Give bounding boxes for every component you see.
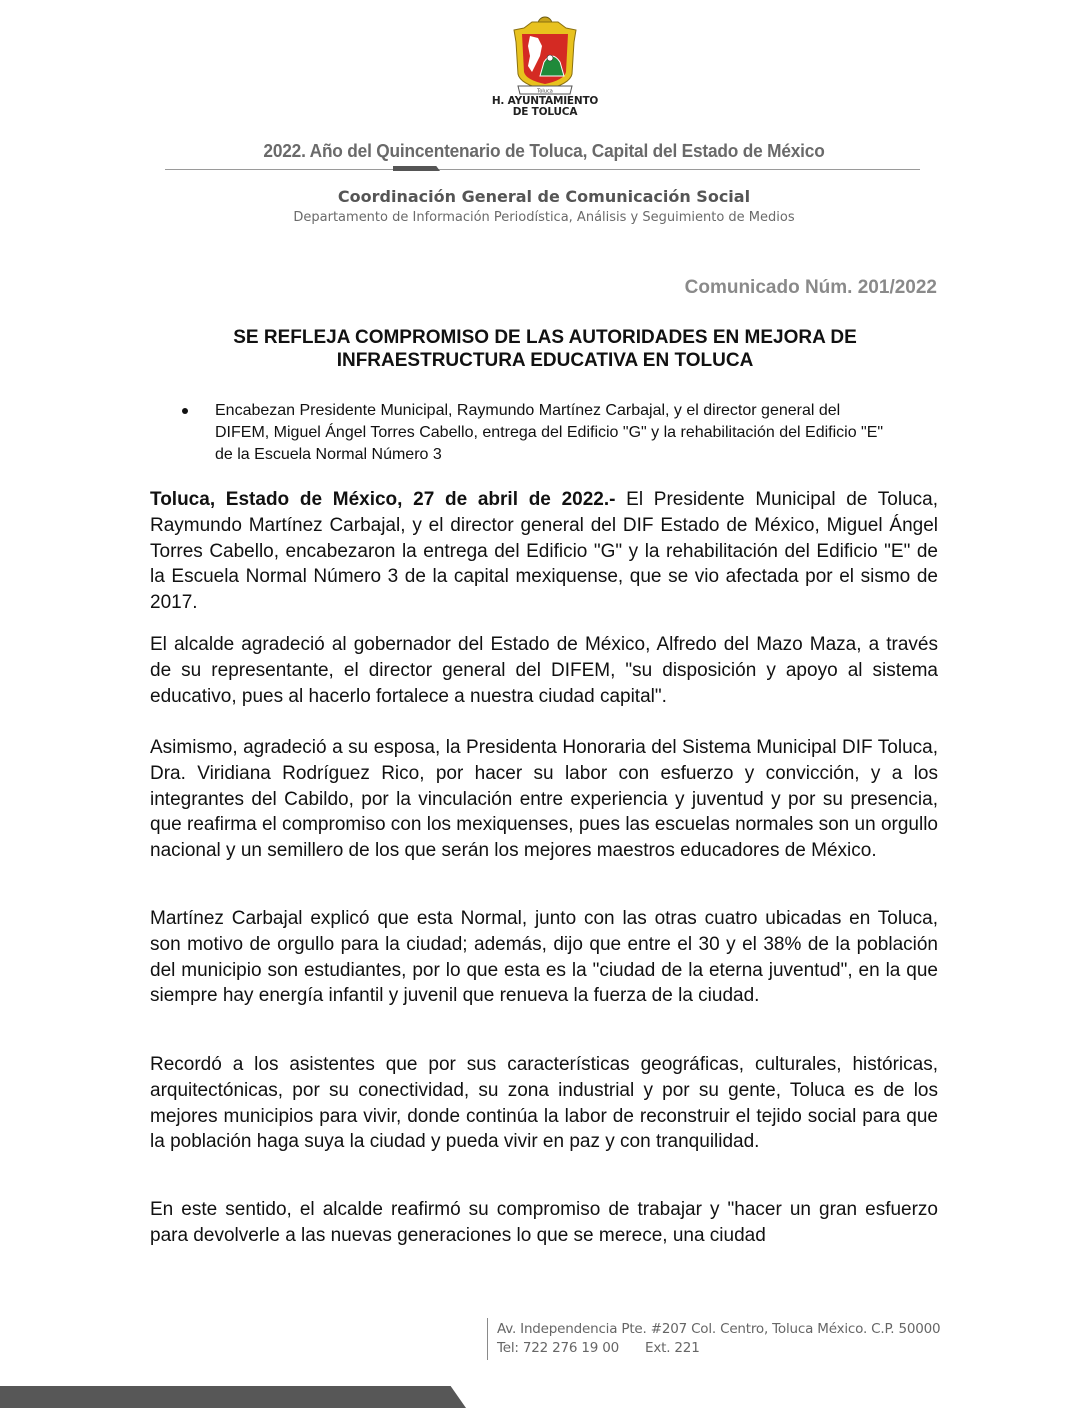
footer-address: Av. Independencia Pte. #207 Col. Centro, Toluca México. C.P. 50000: [497, 1321, 941, 1337]
bullet-icon: [182, 408, 188, 414]
lead-text: El Presidente Municipal de Toluca, Raymundo Martínez Carbajal, y el director general del DIF Estado de México, Miguel Ángel Torres Cabello, encabezaron la entrega del Edificio "G" y la rehabilitación del Edificio "E" de la Escuela Normal Número 3 de la capital mexiquense, que se vio afectada por el sismo de 2017.: [150, 489, 938, 614]
paragraph: El alcalde agradeció al gobernador del Estado de México, Alfredo del Mazo Maza, a través de su representante, el director general del DIFEM, "su disposición y apoyo al sistema educativo, pues al hacerlo fortalece a nuestra ciudad capital".: [150, 634, 938, 707]
footer-decorative-bar: [0, 1386, 466, 1408]
footer-ext: Ext. 221: [645, 1340, 700, 1356]
footer-phone-line: [497, 1339, 700, 1358]
paragraph: Recordó a los asistentes que por sus características geográficas, culturales, históricas, arquitectónicas, por su conectividad, su zona industrial y por su gente, Toluca es de los mejores municipios para vivir, donde continúa la labor de reconstruir el tejido social para que la población haga suya la ciudad y pueda vivir en paz y con tranquilidad.: [150, 1054, 938, 1153]
header-divider-accent: [393, 166, 440, 171]
coordination-title: Coordinación General de Comunicación Social: [337, 187, 751, 206]
footer-tel: Tel: 722 276 19 00: [497, 1340, 620, 1356]
department-title: Departamento de Información Periodística, Análisis y Seguimiento de Medios: [293, 210, 795, 225]
logo-banner-text: Toluca: [537, 88, 553, 95]
toluca-coat-of-arms-logo: [480, 10, 610, 120]
summary-bullets: [178, 400, 898, 466]
logo-title-line2: DE TOLUCA: [512, 106, 578, 118]
year-title: 2022. Año del Quincentenario de Toluca, Capital del Estado de México: [263, 141, 825, 161]
paragraph: En este sentido, el alcalde reafirmó su compromiso de trabajar y "hacer un gran esfuerzo para devolverle a las nuevas generaciones lo que se merece, una ciudad: [150, 1199, 938, 1246]
bullet-text: Encabezan Presidente Municipal, Raymundo Martínez Carbajal, y el director general del DIFEM, Miguel Ángel Torres Cabello, entrega del Edificio "G" y la rehabilitación del Edificio "E" de la Escuela Normal Número 3: [215, 402, 884, 463]
bullet-item: [178, 400, 898, 466]
paragraph-lead: [150, 487, 938, 616]
paragraph: Asimismo, agradeció a su esposa, la Presidenta Honoraria del Sistema Municipal DIF Toluca, Dra. Viridiana Rodríguez Rico, por hacer su labor con esfuerzo y convicción, y a los integrantes del Cabildo, por la vinculación entre experiencia y juventud y por su presencia, que reafirma el compromiso con los mexiquenses, pues las escuelas normales son un orgullo nacional y un semillero de los que serán los mejores maestros educadores de México.: [150, 737, 938, 862]
header-divider: [165, 169, 920, 170]
comunicado-number: Comunicado Núm. 201/2022: [684, 277, 937, 298]
footer-divider: [487, 1318, 488, 1360]
dateline: Toluca, Estado de México, 27 de abril de 2022.-: [150, 489, 616, 510]
logo-title-line1: H. AYUNTAMIENTO: [491, 95, 599, 107]
headline: SE REFLEJA COMPROMISO DE LAS AUTORIDADES EN MEJORA DE INFRAESTRUCTURA EDUCATIVA EN TOLUCA: [233, 327, 857, 371]
coat-of-arms-icon: [510, 16, 580, 96]
paragraph: Martínez Carbajal explicó que esta Normal, junto con las otras cuatro ubicadas en Toluca, son motivo de orgullo para la ciudad; además, dijo que entre el 30 y el 38% de la población del municipio son estudiantes, por lo que esta es la "ciudad de la eterna juventud", en la que siempre hay energía infantil y juvenil que renueva la fuerza de la ciudad.: [150, 908, 938, 1007]
